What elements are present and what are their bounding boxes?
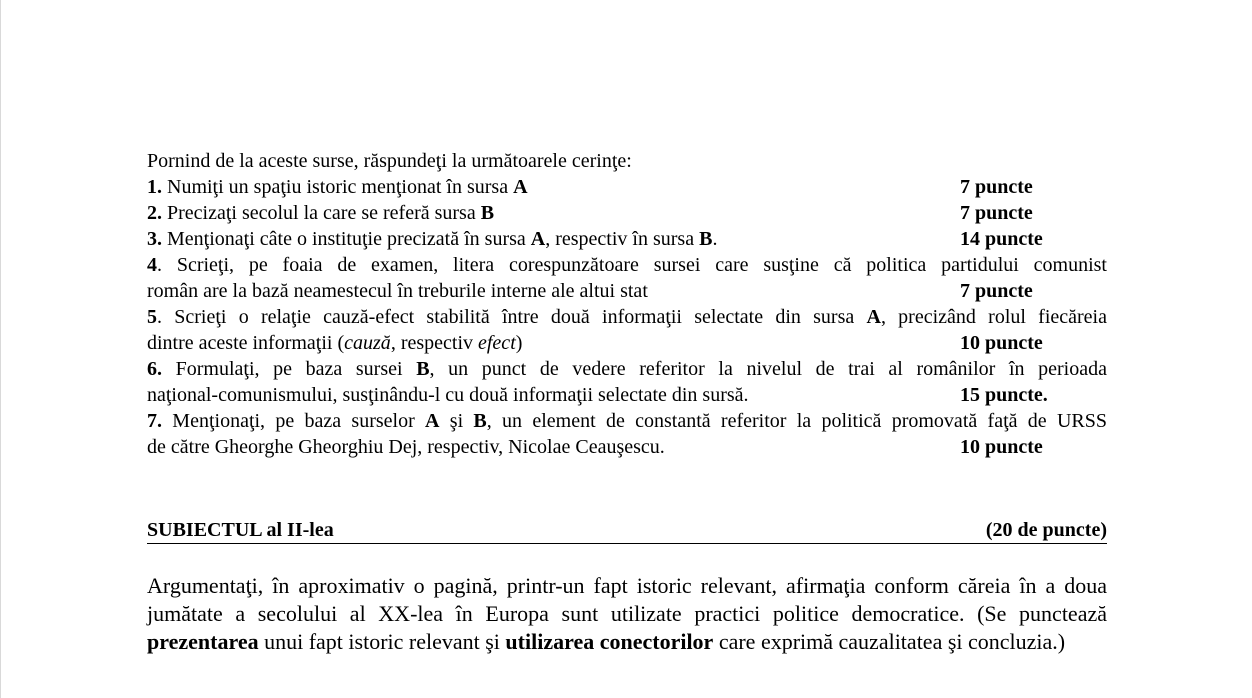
requirement-6-line-1: [147, 356, 1107, 382]
requirement-text: dintre aceste informaţii (: [147, 332, 345, 354]
essay-text: care exprimă cauzalitatea şi concluzia.): [713, 629, 1066, 654]
requirement-text: Precizaţi secolul la care se referă sursa: [162, 202, 481, 224]
requirement-3-text: [147, 226, 717, 252]
requirement-text: , precizând rolul fiecăreia: [880, 306, 1107, 328]
source-label: B: [473, 410, 487, 432]
source-label: B: [699, 228, 713, 250]
requirement-6-line-2: naţional-comunismului, susţinându-l cu două informaţii selectate din sursă.: [147, 384, 749, 406]
requirement-7-line-2: de către Gheorghe Gheorghiu Dej, respectiv, Nicolae Ceauşescu.: [147, 436, 665, 458]
requirement-7-points: 10 puncte: [960, 436, 1043, 458]
requirement-5-points: 10 puncte: [960, 332, 1043, 354]
source-label: A: [530, 228, 546, 250]
source-label: A: [866, 306, 881, 328]
intro-text: Pornind de la aceste surse, răspundeţi la următoarele cerinţe:: [147, 150, 632, 172]
requirement-text: Formulaţi, pe baza sursei: [162, 358, 417, 380]
subject-points: (20 de puncte): [985, 519, 1107, 541]
requirement-7-line-1: [147, 408, 1107, 434]
requirement-5-line-1: [147, 304, 1107, 330]
essay-emphasis: utilizarea conectorilor: [505, 629, 714, 654]
requirement-5-line-2: [147, 330, 522, 356]
essay-text: Argumentaţi, în aproximativ o pagină, printr-un fapt istoric relevant, afirmaţia conform căreia în a doua jumătate a secolului al XX-lea în Europa sunt utilizate practici politice democratice. (Se punctează: [147, 573, 1107, 626]
italic-term: efect: [478, 332, 516, 354]
requirement-text: . Scrieţi, pe foaia de examen, litera corespunzătoare sursei care susţine că politica partidului comunist: [157, 254, 1107, 276]
requirement-3: [147, 226, 1107, 252]
requirement-number: 2.: [147, 202, 162, 224]
subject-title: SUBIECTUL al II-lea: [147, 519, 334, 541]
requirement-text: , respectiv: [390, 332, 478, 354]
essay-text: unui fapt istoric relevant şi: [258, 629, 506, 654]
page-edge: [0, 0, 1, 698]
requirement-4-line-1: [147, 252, 1107, 278]
requirement-text: ): [515, 332, 523, 354]
requirement-text: , un punct de vedere referitor la nivelul de trai al românilor în perioada: [429, 358, 1107, 380]
requirement-6: [147, 356, 1107, 408]
requirements-block: [147, 148, 1107, 460]
requirement-number: 5: [147, 306, 157, 328]
requirement-4: [147, 252, 1107, 304]
requirement-3-points: 14 puncte: [960, 228, 1043, 250]
requirement-text: şi: [439, 410, 474, 432]
source-label: B: [480, 202, 495, 224]
source-label: A: [513, 176, 528, 198]
requirement-2-text: [147, 200, 494, 226]
requirement-number: 7.: [147, 410, 162, 432]
source-label: A: [425, 410, 440, 432]
requirement-5: [147, 304, 1107, 356]
requirement-text: , un element de constantă referitor la politică promovată faţă de URSS: [486, 410, 1107, 432]
requirement-2-points: 7 puncte: [960, 202, 1033, 224]
requirement-text: Menţionaţi, pe baza surselor: [162, 410, 426, 432]
requirement-7: [147, 408, 1107, 460]
requirement-6-points: 15 puncte.: [960, 384, 1048, 406]
requirement-2: [147, 200, 1107, 226]
requirement-text: , respectiv în sursa: [545, 228, 700, 250]
essay-prompt: [147, 572, 1107, 656]
subject-heading: [147, 517, 1107, 544]
requirement-text: .: [712, 228, 718, 250]
requirement-text: Menţionaţi câte o instituţie precizată în sursa: [162, 228, 531, 250]
requirement-text: . Scrieţi o relaţie cauză-efect stabilită între două informaţii selectate din sursa: [157, 306, 867, 328]
requirement-number: 3.: [147, 228, 162, 250]
requirement-text: Numiţi un spaţiu istoric menţionat în sursa: [162, 176, 514, 198]
italic-term: cauză: [344, 332, 391, 354]
requirement-number: 6.: [147, 358, 162, 380]
essay-emphasis: prezentarea: [147, 629, 259, 654]
requirement-number: 4: [147, 254, 157, 276]
requirement-4-line-2: român are la bază neamestecul în treburile interne ale altui stat: [147, 280, 648, 302]
requirement-number: 1.: [147, 176, 162, 198]
requirement-1-text: [147, 174, 528, 200]
requirement-1: [147, 174, 1107, 200]
requirement-4-points: 7 puncte: [960, 280, 1033, 302]
requirement-1-points: 7 puncte: [960, 176, 1033, 198]
source-label: B: [416, 358, 430, 380]
